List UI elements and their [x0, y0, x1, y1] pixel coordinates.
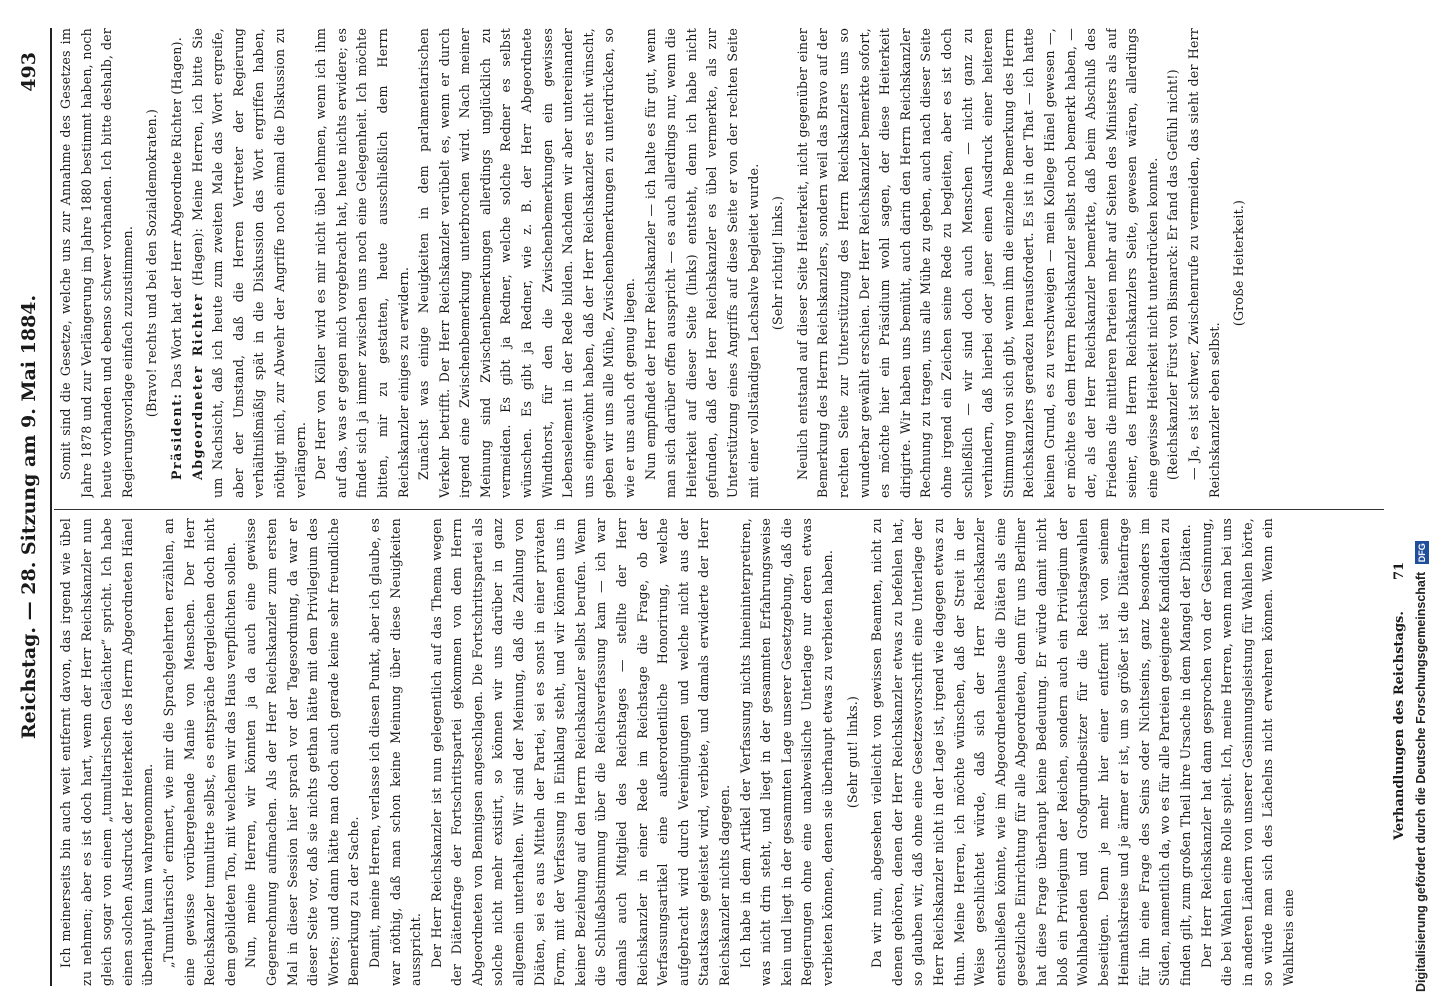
- speaker-text: Das Wort hat der Herr Abgeordnete Richter (Hagen).: [168, 37, 184, 389]
- paragraph: Der Herr von Köller wird es mir nicht übel nehmen, wenn ich ihm auf das, was er gegen mich vorgebracht hat, heute nichts erwidere; es findet sich ja immer zwischen uns noch eine Gelegenheit. Ich möchte bitten, mir zu gestatten, heute ausschließlich dem Herrn Reichskanzler einiges zu erwidern.: [313, 28, 411, 498]
- speaker-name: Abgeordneter Richter: [189, 293, 205, 480]
- digitization-credit: [1414, 2, 1429, 992]
- page-number: 493: [18, 52, 40, 92]
- credit-text: Digitalisierung gefördert durch die Deutsche Forschungsgemeinschaft: [1414, 571, 1428, 992]
- footer-signature: 71: [1392, 561, 1407, 580]
- column-divider: [54, 509, 1384, 510]
- paragraph: Der Herr Reichskanzler ist nun gelegentlich auf das Thema wegen der Diätenfrage der Fortschrittspartei gekommen von dem Herrn Abgeordneten von Bennigsen angeschlagen. Die Fortschrittspartei als solche nicht mehr existirt, so können wir uns darüber in ganz allgemein unterhalten. Wir sind der Meinung, daß die Zahlung von Diäten, sei es aus Mitteln der Partei, sei es sonst in einer privaten Form, mit der Verfassung in Einklang steht, und wir können uns in keiner Beziehung auf den Herrn Reichskanzler selbst berufen. Wenn die Schlußabstimmung über die Reichsverfassung kam — ich war damals auch Mitglied des Reichstages — stellte der Herr Reichskanzler in einer Rede im Reichstage die Frage, ob der Verfassungsartikel eine außerordentliche Honorirung, welche aufgebracht wird durch Vereinigungen und welche nicht aus der Staatskasse geleistet wird, verbiete, und damals erwiderte der Herr Reichskanzler nichts dagegen.: [428, 518, 732, 986]
- digitization-credit-strip: [1412, 0, 1432, 1000]
- speaker-name: Präsident:: [168, 392, 184, 480]
- page-title: Reichstag. — 28. Sitzung am 9. Mai 1884.: [18, 294, 40, 740]
- paragraph: Somit sind die Gesetze, welche uns zur Annahme des Gesetzes im Jahre 1878 und zur Verlängerung im Jahre 1880 bestimmt haben, noch heute vorhanden und ebenso schwer vorhanden. Ich bitte deshalb, der Regierungsvorlage einfach zuzustimmen.: [58, 28, 135, 498]
- footer-publication: Verhandlungen des Reichstags.: [1392, 611, 1407, 840]
- paragraph: — Ja, es ist schwer, Zwischenrufe zu vermeiden, das sieht der Herr Reichskanzler eben selbst.: [1186, 28, 1222, 498]
- speaker-paragraph: [188, 28, 312, 498]
- right-text-column: [56, 28, 1386, 498]
- header-rule: [50, 28, 52, 986]
- paragraph: Damit, meine Herren, verlasse ich diesen Punkt, aber ich glaube, es war nöthig, daß man schon keine Meinung über diese Neuigkeiten ausspricht.: [366, 518, 424, 986]
- left-text-column: [56, 518, 1386, 986]
- dfg-logo-icon: DFG: [1416, 543, 1427, 563]
- paragraph: Nun, meine Herren, wir könnten ja da auch eine gewisse Gegenrechnung aufmachen. Als der Herr Reichskanzler zum ersten Mal in dieser Session hier sprach vor der Tagesordnung, da war er dieser Seite vor, daß sie nichts gethan hätte mit dem Privilegium des Wortes; und dann hätte man doch auch gerade keine sehr freundliche Bemerkung zu der Sache.: [243, 518, 362, 986]
- paragraph: Da wir nun, abgesehen vielleicht von gewissen Beamten, nicht zu denen gehören, denen der Herr Reichskanzler etwas zu befehlen hat, so glauben wir, daß ohne eine Gesetzesvorschrift eine Unterlage der Herr Reichskanzler nicht in der Lage ist, irgend wie dagegen etwas zu thun. Meine Herren, ich möchte wünschen, daß der Streit in der Weise geschlichtet würde, daß sich der Herr Reichskanzler entschließen könnte, wie im Abgeordnetenhause die Diäten als eine gesetzliche Einrichtung für alle Abgeordneten, denn für uns Berliner hat diese Frage überhaupt keine Bedeutung. Er würde damit nicht bloß ein Privilegium der Reichen, sondern auch ein Privilegium der Wohlhabenden und Großgrundbesitzer für die Reichstagswahlen beseitigen. Denn je mehr hier einer entfernt ist von seinem Heimathskreise und je ärmer er ist, um so größer ist die Diätenfrage für ihn eine Frage des Seins oder Nichtseins, ganz besonders im Süden, namentlich da, wo es für alle Parteien geeignete Kandidaten zu finden gilt, zum großen Theil ihre Ursache in dem Mangel der Diäten.: [869, 518, 1194, 986]
- paragraph: „Tumultarisch“ erinnert, wie mir die Sprachgelehrten erzählen, an eine gewisse vorübergehende Manie von Menschen. Der Herr Reichskanzler tumultirte selbst, es entspräche dergleichen doch nicht dem gebildeten Ton, mit welchem wir das Haus verpflichten sollen.: [160, 518, 238, 986]
- paragraph: Zunächst was einige Neuigkeiten in dem parlamentarischen Verkehr betrifft. Der Herr Reichskanzler verübelt es, wenn er durch irgend eine Zwischenbemerkung unterbrochen wird. Nach meiner Meinung sind Zwischenbemerkungen allerdings unglücklich zu vermeiden. Es gibt ja Redner, welche solche Redner es selbst wünschen. Es gibt ja Redner, wie z. B. der Herr Abgeordnete Windthorst, für den die Zwischenbemerkungen ein gewisses Lebenselement in der Rede bilden. Nachdem wir aber untereinander uns eingewöhnt haben, daß der Herr Reichskanzler es nicht wünscht, geben wir uns alle Mühe, Zwischenbemerkungen zu unterdrücken, so wie er uns auch oft genug liegen.: [416, 28, 638, 498]
- paragraph: Ich meinerseits bin auch weit entfernt davon, das irgend wie übel zu nehmen; aber es ist doch hart, wenn der Herr Reichskanzler nun gleich sogar von einem „tumultarischen Gelächter“ spricht. Ich habe einen solchen Ausdruck der Heiterkeit des Herrn Abgeordneten Hänel überhaupt kaum wahrgenommen.: [58, 518, 156, 986]
- speaker-paragraph: [167, 28, 188, 498]
- paragraph: Der Herr Reichskanzler hat dann gesprochen von der Gesinnung, die bei Wahlen eine Rolle spielt. Ich, meine Herren, wenn man bei uns in anderen Ländern von unserer Gesinnungsleistung für Wahlen hörte, so würde man sich des Lächelns nicht erwehren können. Wenn ein Wahlkreis eine: [1198, 518, 1297, 986]
- speaker-text: (Hagen): Meine Herren, ich bitte Sie um Nachsicht, daß ich heute zum zweiten Male das Wort ergreife, aber der Umstand, daß die Herren Vertreter der Regierung verhältnißmäßig spät in die Diskussion das Wort ergriffen haben, nöthigt mich, zur Abwehr der Angriffe noch einmal die Diskussion zu verlängern.: [189, 28, 308, 498]
- stage-direction: (Sehr gut! links.): [844, 695, 860, 809]
- paragraph: Ich habe in dem Artikel der Verfassung nichts hineininterpretiren, was nicht drin steht, und liegt in der gesammten Erfahrungsweise kein und liegt in der gesammten Lage unserer Gesetzgebung, daß die Regierungen ohne eine unabweisliche Unterlage nur deren etwas verbieten können, denen sie überhaupt etwas zu verbieten haben.: [737, 518, 835, 986]
- page-header: [14, 52, 48, 982]
- stage-direction: (Sehr richtig! links.): [770, 195, 786, 331]
- paragraph: Neulich entstand auf dieser Seite Heiterkeit, nicht gegenüber einer Bemerkung des Herrn Reichskanzlers, sondern weil das Bravo auf der rechten Seite zur Unterstützung des Herrn Reichskanzlers uns so wunderbar gewählt erschien. Der Herr Reichskanzler bemerkte sofort, es möchte hier ein Präsidium wohl sagen, der diese Heiterkeit dirigirte. Wir haben uns bemüht, auch darin den Herrn Reichskanzler Rechnung zu tragen, uns alle Mühe zu geben, auch nach dieser Seite ohne irgend ein Zeichen seine Rede zu begleiten, aber es ist doch schließlich — wir sind doch auch Menschen — nicht ganz zu verhindern, daß hierbei oder jener einen Ausdruck einer heiteren Stimmung von sich gibt, wenn ihm die einzelne Bemerkung des Herrn Reichskanzlers geradezu herausfordert. Es ist in der That — ich hatte keinen Grund, es zu verschweigen — mein Kollege Hänel gewesen —, er möchte es dem Herrn Reichskanzler selbst noch bemerkt haben, — der, als der Herr Reichskanzler bemerkte, daß beim Abschluß des Friedens die mittleren Parteien mehr auf Seiten des Ministers als auf seiner, des Herrn Reichskanzlers Seite, gewesen wären, allerdings eine gewisse Heiterkeit nicht unterdrücken konnte.: [794, 28, 1160, 498]
- stage-direction: (Bravo! rechts und bei den Sozialdemokraten.): [144, 108, 160, 418]
- stage-direction: (Große Heiterkeit.): [1231, 199, 1247, 327]
- paragraph: Nun empfindet der Herr Reichskanzler — ich halte es für gut, wenn man sich darüber offen ausspricht — es auch allerdings nur, wenn die Heiterkeit auf dieser Seite (links) entsteht, denn ich habe nicht gefunden, daß der Herr Reichskanzler es übel vermerkte, als zur Unterstützung eines Angriffs auf diese Seite er von der rechten Seite mit einer vollständigen Lachsalve begleitet wurde.: [642, 28, 761, 498]
- paragraph: (Reichskanzler Fürst von Bismarck: Er fand das Gefühl nicht!): [1165, 69, 1181, 480]
